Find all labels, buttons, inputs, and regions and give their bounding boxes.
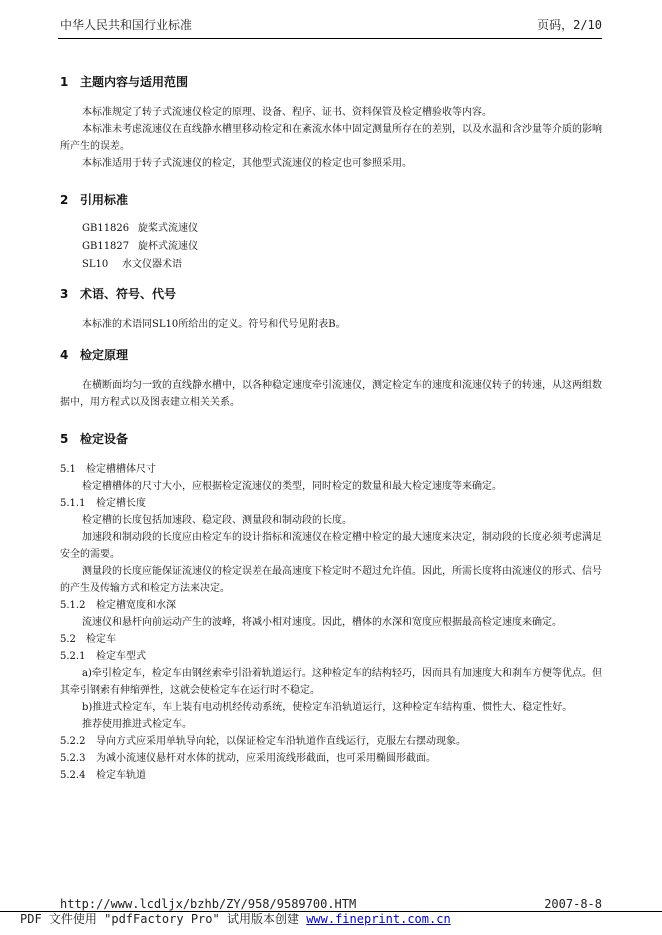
ref-item: SL10 水文仪器术语 xyxy=(82,259,182,270)
clause-5-1-2-heading: 5.1.2 检定槽宽度和水深 xyxy=(60,600,176,611)
footer-date: 2007-8-8 xyxy=(544,897,602,911)
section-1-heading: 1 主题内容与适用范围 xyxy=(60,75,189,89)
section-4-heading: 4 检定原理 xyxy=(60,348,129,362)
clause-5-1-1-para-a: 检定槽的长度包括加速段、稳定段、测量段和制动段的长度。 xyxy=(82,515,352,526)
clause-5-2-heading: 5.2 检定车 xyxy=(60,634,116,645)
pdf-watermark xyxy=(20,910,451,927)
clause-5-2-4-heading: 5.2.4 检定车轨道 xyxy=(60,770,146,781)
clause-5-2-1-para-c: 推荐使用推进式检定车。 xyxy=(82,719,192,730)
clause-5-2-2: 5.2.2 导向方式应采用单轨导向轮，以保证检定车沿轨道作直线运行，克服左右摆动现象。 xyxy=(60,736,466,747)
clause-5-1-1-para-c: 测量段的长度应能保证流速仪的检定误差在最高速度下检定时不超过允许值。因此，所需长度将由流速仪的形式、信号的产生及传输方式和检定方法来决定。 xyxy=(60,566,602,594)
section-1-para-1: 本标准规定了转子式流速仪检定的原理、设备、程序、证书、资料保管及检定槽验收等内容。 xyxy=(82,107,492,118)
header-page-number: 页码，2/10 xyxy=(537,18,602,32)
section-2-heading: 2 引用标准 xyxy=(60,193,129,207)
clause-5-1-para: 检定槽槽体的尺寸大小，应根据检定流速仪的类型，同时检定的数量和最大检定速度等来确定。 xyxy=(82,481,502,492)
clause-5-2-1-heading: 5.2.1 检定车型式 xyxy=(60,651,146,662)
section-4-para: 在横断面均匀一致的直线静水槽中，以各种稳定速度牵引流速仪，测定检定车的速度和流速仪转子的转速，从这两组数据中，用方程式以及图表建立相关关系。 xyxy=(60,380,602,408)
clause-5-1-1-heading: 5.1.1 检定槽长度 xyxy=(60,498,146,509)
clause-5-2-1-para-b: b)推进式检定车，车上装有电动机经传动系统，使检定车沿轨道运行，这种检定车结构重、惯性大、稳定性好。 xyxy=(82,702,573,713)
section-3-para: 本标准的术语同SL10所给出的定义。符号和代号见附表B。 xyxy=(82,319,346,330)
clause-5-1-1-para-b: 加速段和制动段的长度应由检定车的设计指标和流速仪在检定槽中检定的最大速度来决定，制动段的长度必须考虑满足安全的需要。 xyxy=(60,532,602,560)
pdf-watermark-link[interactable]: www.fineprint.com.cn xyxy=(306,912,451,926)
header-divider xyxy=(58,38,602,39)
clause-5-2-1-para-a: a)牵引检定车，检定车由钢丝索牵引沿着轨道运行。这种检定车的结构轻巧，因而具有加速度大和刹车方便等优点。但其牵引钢索有伸缩弹性，这就会使检定车在运行时不稳定。 xyxy=(60,668,602,696)
ref-item: GB11826 旋桨式流速仪 xyxy=(82,223,198,234)
document-body xyxy=(60,74,602,784)
section-1-para-2: 本标准未考虑流速仪在直线静水槽里移动检定和在紊流水体中固定测量所存在的差别，以及水温和含沙量等介质的影响所产生的误差。 xyxy=(60,124,602,152)
section-5-heading: 5 检定设备 xyxy=(60,432,129,446)
footer-url[interactable]: http://www.lcdljx/bzhb/ZY/958/9589700.HTM xyxy=(60,897,357,911)
clause-5-1-2-para: 流速仪和悬杆向前运动产生的波峰，将减小相对速度。因此，槽体的水深和宽度应根据最高检定速度来确定。 xyxy=(82,617,562,628)
ref-item: GB11827 旋杯式流速仪 xyxy=(82,241,198,252)
pdf-watermark-text: PDF 文件使用 "pdfFactory Pro" 试用版本创建 xyxy=(20,912,299,926)
header-standard-title: 中华人民共和国行业标准 xyxy=(60,18,193,32)
clause-5-2-3: 5.2.3 为减小流速仪悬杆对水体的扰动，应采用流线形截面，也可采用椭圆形截面。 xyxy=(60,753,436,764)
section-3-heading: 3 术语、符号、代号 xyxy=(60,287,177,301)
clause-5-1-heading: 5.1 检定槽槽体尺寸 xyxy=(60,464,156,475)
section-1-para-3: 本标准适用于转子式流速仪的检定，其他型式流速仪的检定也可参照采用。 xyxy=(82,158,412,169)
